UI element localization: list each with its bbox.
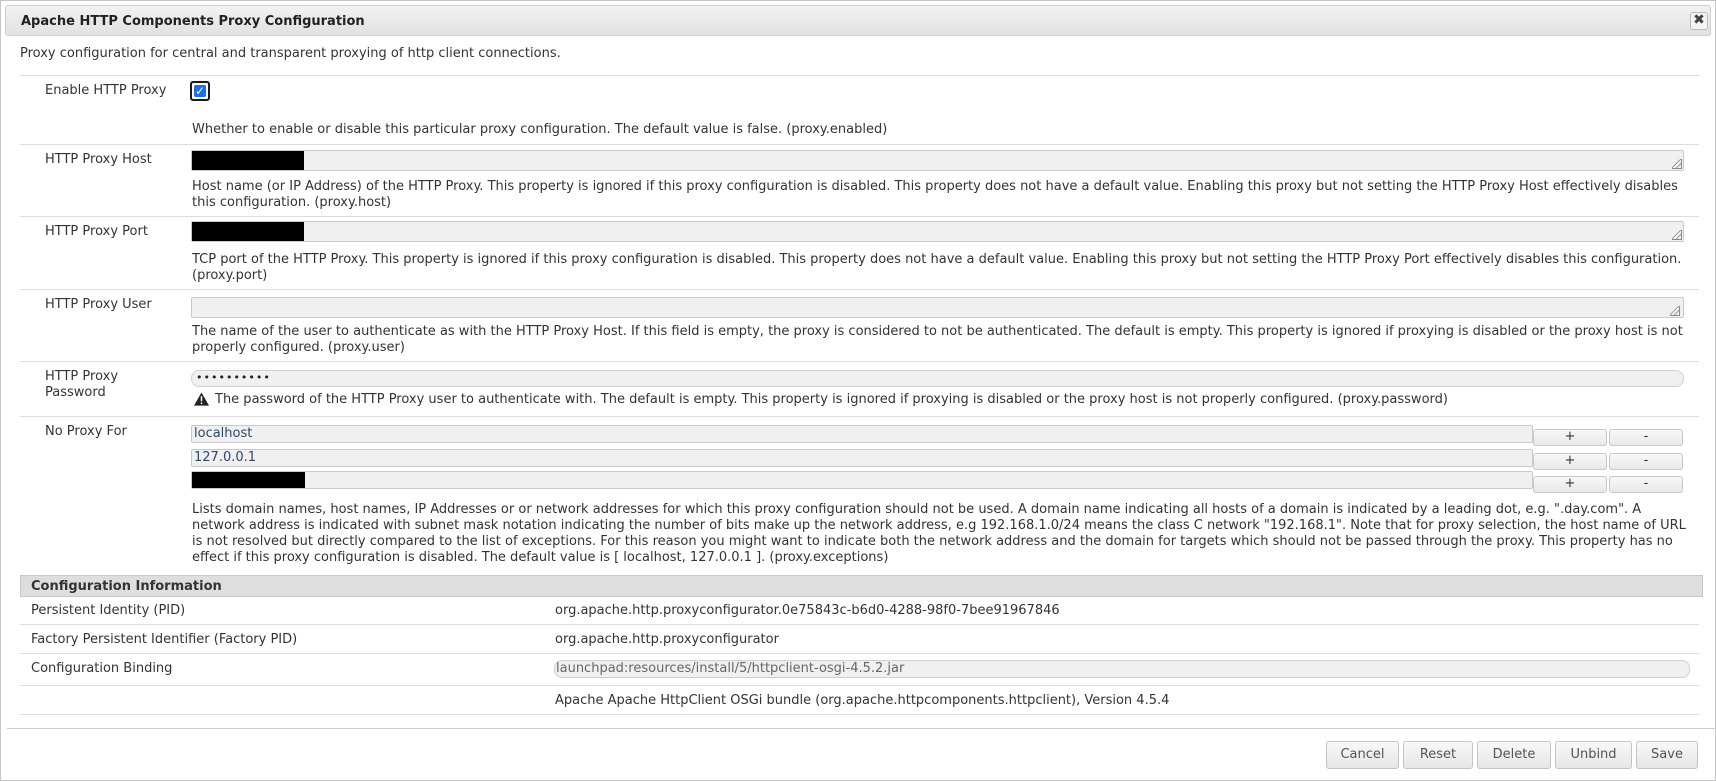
divider xyxy=(20,653,1699,654)
divider xyxy=(20,216,1699,217)
divider xyxy=(20,75,1699,76)
divider xyxy=(20,714,1699,715)
binding-label: Configuration Binding xyxy=(31,661,173,676)
dialog-title: Apache HTTP Components Proxy Configuration xyxy=(21,14,365,29)
divider xyxy=(20,685,1699,686)
add-exception-button[interactable]: + xyxy=(1533,453,1607,470)
add-exception-button[interactable]: + xyxy=(1533,476,1607,493)
factory-pid-label: Factory Persistent Identifier (Factory PID) xyxy=(31,632,298,647)
divider xyxy=(20,144,1699,145)
bundle-info: Apache Apache HttpClient OSGi bundle (org.apache.httpcomponents.httpclient), Version 4.5.4 xyxy=(555,693,1170,708)
resize-handle-icon[interactable] xyxy=(1672,159,1682,169)
proxy-host-input[interactable] xyxy=(191,150,1684,171)
checkmark-icon: ✓ xyxy=(194,84,206,98)
remove-exception-button[interactable]: - xyxy=(1609,453,1683,470)
warning-icon xyxy=(194,392,209,406)
remove-exception-button[interactable]: - xyxy=(1609,429,1683,446)
divider xyxy=(20,624,1699,625)
cancel-button[interactable]: Cancel xyxy=(1326,741,1399,769)
enabled-label: Enable HTTP Proxy xyxy=(45,83,167,98)
pid-value: org.apache.http.proxyconfigurator.0e75843c-b6d0-4288-98f0-7bee91967846 xyxy=(555,603,1060,618)
factory-pid-value: org.apache.http.proxyconfigurator xyxy=(555,632,779,647)
redacted-value xyxy=(192,222,304,241)
port-label: HTTP Proxy Port xyxy=(45,224,148,239)
user-label: HTTP Proxy User xyxy=(45,297,152,312)
remove-exception-button[interactable]: - xyxy=(1609,476,1683,493)
host-description: Host name (or IP Address) of the HTTP Proxy. This property is ignored if this proxy configuration is disabled. This property does not have a default value. Enabling this proxy but not setting the HTTP Proxy Host effectively disables this configuration. (proxy.host) xyxy=(192,179,1678,210)
exception-input[interactable]: 127.0.0.1 xyxy=(191,449,1533,467)
resize-handle-icon[interactable] xyxy=(1672,230,1682,240)
enable-proxy-checkbox[interactable] xyxy=(190,81,210,101)
exceptions-description: Lists domain names, host names, IP Addresses or or network addresses for which this proxy configuration should not be used. A domain name indicating all hosts of a domain is indicated by a leading dot, e.g. ".day.com". A network address is indicated with subnet mask notation indicating the number of bits make up the network address, e.g 192.168.1.0/24 means the class C network "192.168.1". Note that for proxy selection, the host name of URL is not resolved but directly compared to the list of exceptions. For this reason you might want to indicate both the network address and the domain for targets which should not be passed through the proxy. This property has no effect if this proxy configuration is disabled. The default value is [ localhost, 127.0.0.1 ]. (proxy.exceptions) xyxy=(192,502,1686,565)
redacted-value xyxy=(192,151,304,170)
dialog-titlebar[interactable] xyxy=(5,5,1711,36)
port-description: TCP port of the HTTP Proxy. This property is ignored if this proxy configuration is disabled. This property does not have a default value. Enabling this proxy but not setting the HTTP Proxy Port effectively disables this configuration. (proxy.port) xyxy=(192,252,1682,283)
dialog-intro: Proxy configuration for central and transparent proxying of http client connections. xyxy=(20,46,561,61)
password-description: The password of the HTTP Proxy user to authenticate with. The default is empty. This property is ignored if proxying is disabled or the proxy host is not properly configured. (proxy.password) xyxy=(215,392,1448,407)
password-label-line2: Password xyxy=(45,385,106,400)
proxy-port-input[interactable] xyxy=(191,221,1684,242)
divider xyxy=(20,289,1699,290)
pid-label: Persistent Identity (PID) xyxy=(31,603,186,618)
proxy-user-input[interactable] xyxy=(191,297,1684,318)
divider xyxy=(20,416,1699,417)
unbind-button[interactable]: Unbind xyxy=(1555,741,1632,769)
config-info-header: Configuration Information xyxy=(20,575,1703,597)
redacted-value xyxy=(192,472,305,488)
divider xyxy=(20,361,1699,362)
password-label-line1: HTTP Proxy xyxy=(45,369,119,384)
enabled-description: Whether to enable or disable this particular proxy configuration. The default value is false. (proxy.enabled) xyxy=(192,122,888,137)
proxy-password-input[interactable]: •••••••••• xyxy=(191,370,1684,387)
reset-button[interactable]: Reset xyxy=(1403,741,1473,769)
exception-input[interactable] xyxy=(191,471,1533,489)
close-icon[interactable]: ✖ xyxy=(1690,12,1708,30)
binding-value-field: launchpad:resources/install/5/httpclient-osgi-4.5.2.jar xyxy=(554,660,1690,678)
exceptions-label: No Proxy For xyxy=(45,424,127,439)
delete-button[interactable]: Delete xyxy=(1477,741,1551,769)
footer-divider xyxy=(7,728,1716,729)
user-description: The name of the user to authenticate as with the HTTP Proxy Host. If this field is empty, the proxy is considered to not be authenticated. The default is empty. This property is ignored if proxying is disabled or the proxy host is not properly configured. (proxy.user) xyxy=(192,324,1683,355)
host-label: HTTP Proxy Host xyxy=(45,152,152,167)
resize-handle-icon[interactable] xyxy=(1670,306,1680,316)
exception-input[interactable]: localhost xyxy=(191,425,1533,443)
save-button[interactable]: Save xyxy=(1636,741,1698,769)
add-exception-button[interactable]: + xyxy=(1533,429,1607,446)
password-label xyxy=(45,369,118,401)
